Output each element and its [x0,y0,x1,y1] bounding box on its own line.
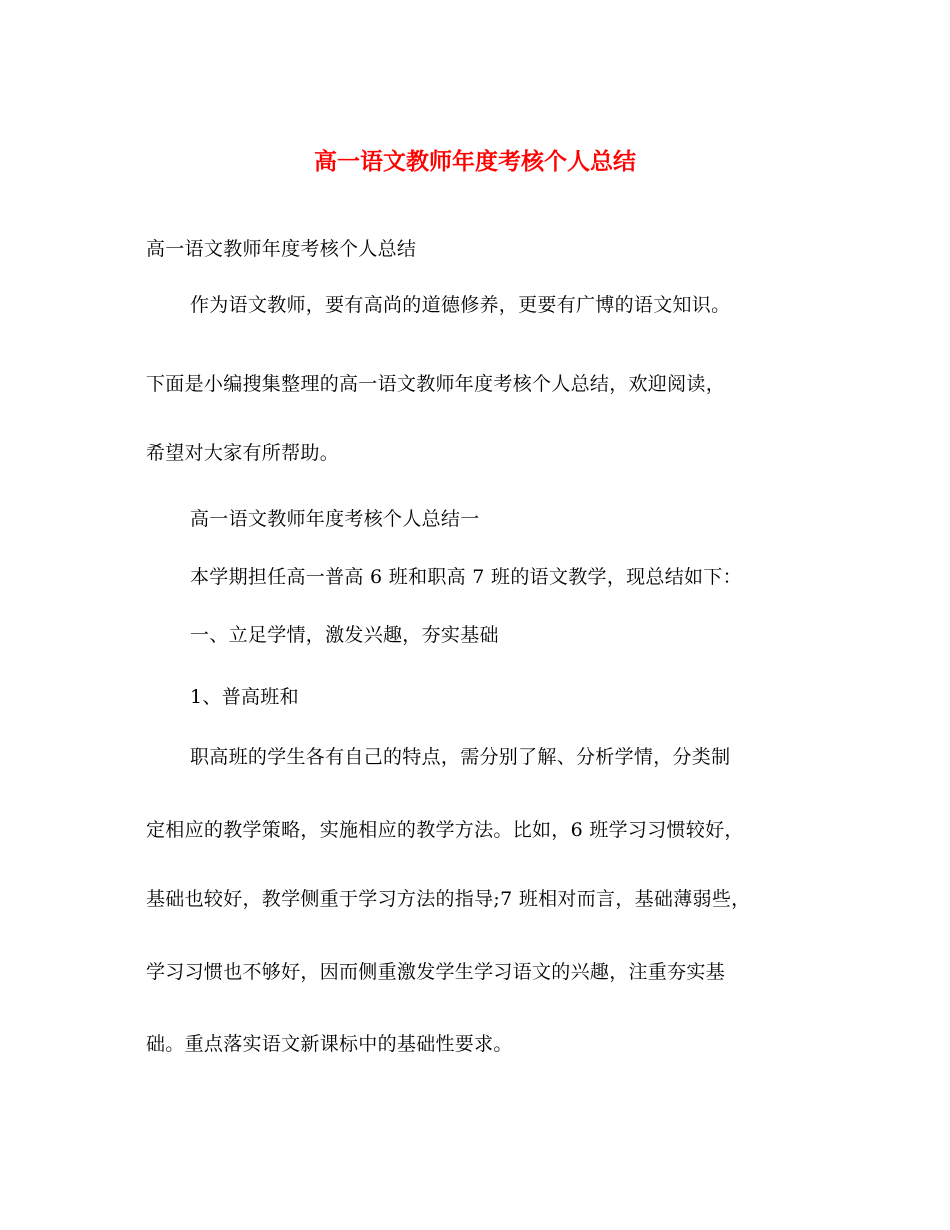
subtitle-line: 高一语文教师年度考核个人总结 [146,238,417,260]
intro-line-3: 希望对大家有所帮助。 [146,442,340,464]
list-item-heading: 1、普高班和 [190,686,299,708]
subsection-heading: 一、立足学情，激发兴趣，夯实基础 [190,624,499,646]
paragraph-line: 定相应的教学策略，实施相应的教学方法。比如，6 班学习习惯较好， [146,819,744,841]
paragraph-line: 职高班的学生各有自己的特点，需分别了解、分析学情，分类制 [190,746,731,768]
paragraph-line: 本学期担任高一普高 6 班和职高 7 班的语文教学，现总结如下： [190,566,742,588]
intro-line-2: 下面是小编搜集整理的高一语文教师年度考核个人总结，欢迎阅读， [146,373,726,395]
paragraph-line: 础。重点落实语文新课标中的基础性要求。 [146,1033,513,1055]
document-title: 高一语文教师年度考核个人总结 [314,148,636,175]
paragraph-line: 基础也较好，教学侧重于学习方法的指导;7 班相对而言，基础薄弱些， [146,888,751,910]
paragraph-line: 学习习惯也不够好，因而侧重激发学生学习语文的兴趣，注重夯实基 [146,961,726,983]
section-heading: 高一语文教师年度考核个人总结一 [190,508,480,530]
intro-line-1: 作为语文教师，要有高尚的道德修养，更要有广博的语文知识。 [190,294,731,316]
